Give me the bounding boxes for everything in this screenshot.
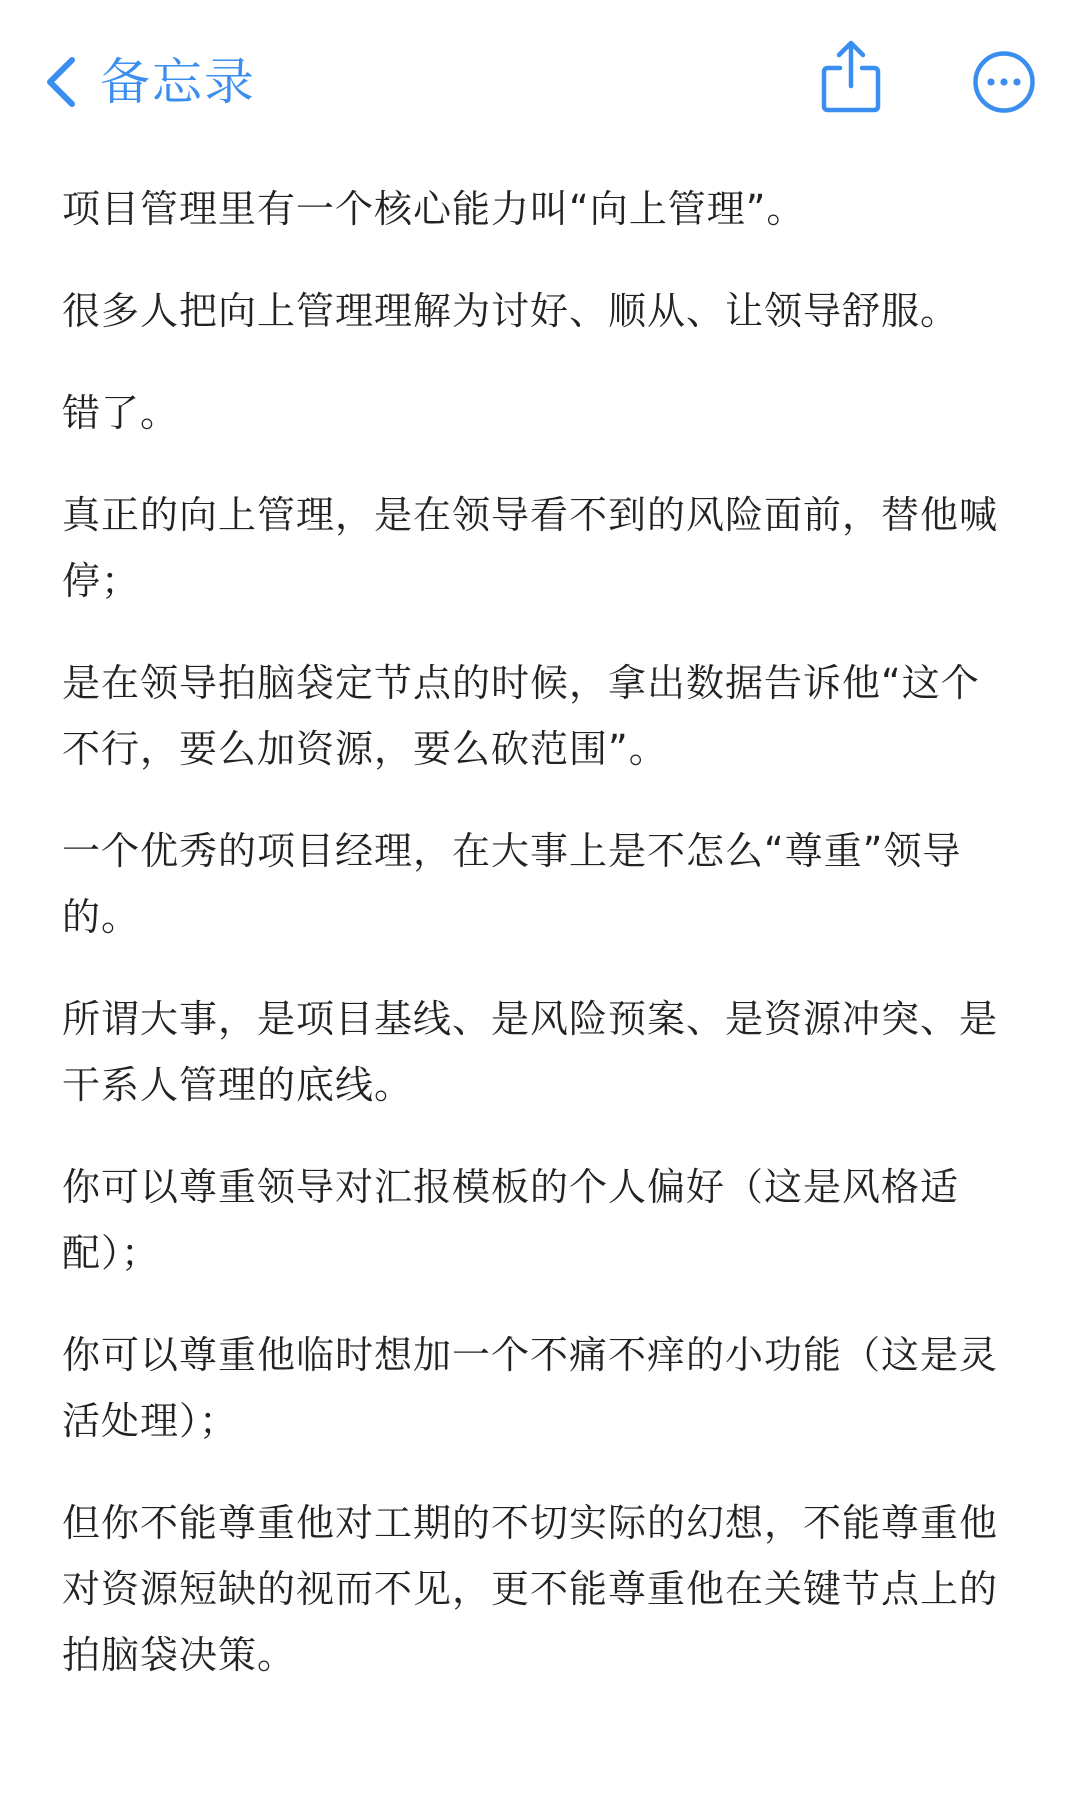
note-paragraph: 是在领导拍脑袋定节点的时候，拿出数据告诉他“这个不行，要么加资源，要么砍范围”。 (62, 661, 980, 771)
note-paragraph: 一个优秀的项目经理，在大事上是不怎么“尊重”领导的。 (62, 829, 962, 939)
back-label: 备忘录 (100, 53, 256, 111)
note-paragraph: 项目管理里有一个核心能力叫“向上管理”。 (62, 187, 806, 231)
note-paragraph: 你可以尊重领导对汇报模板的个人偏好（这是风格适配）； (62, 1165, 960, 1275)
more-icon (972, 50, 1036, 114)
more-button[interactable] (972, 50, 1036, 114)
nav-bar (0, 0, 1080, 150)
note-body[interactable] (0, 176, 1080, 1688)
note-paragraph: 真正的向上管理，是在领导看不到的风险面前，替他喊停； (62, 493, 999, 603)
share-icon (820, 38, 882, 114)
note-paragraph: 错了。 (62, 391, 180, 435)
note-paragraph: 很多人把向上管理理解为讨好、顺从、让领导舒服。 (62, 289, 960, 333)
note-paragraph: 但你不能尊重他对工期的不切实际的幻想，不能尊重他对资源短缺的视而不见，更不能尊重他在关键节点上的拍脑袋决策。 (62, 1501, 999, 1677)
share-button[interactable] (820, 38, 882, 114)
back-button[interactable] (44, 50, 256, 114)
note-paragraph: 你可以尊重他临时想加一个不痛不痒的小功能（这是灵活处理）； (62, 1333, 999, 1443)
chevron-left-icon (44, 56, 78, 108)
note-paragraph: 所谓大事，是项目基线、是风险预案、是资源冲突、是干系人管理的底线。 (62, 997, 999, 1107)
